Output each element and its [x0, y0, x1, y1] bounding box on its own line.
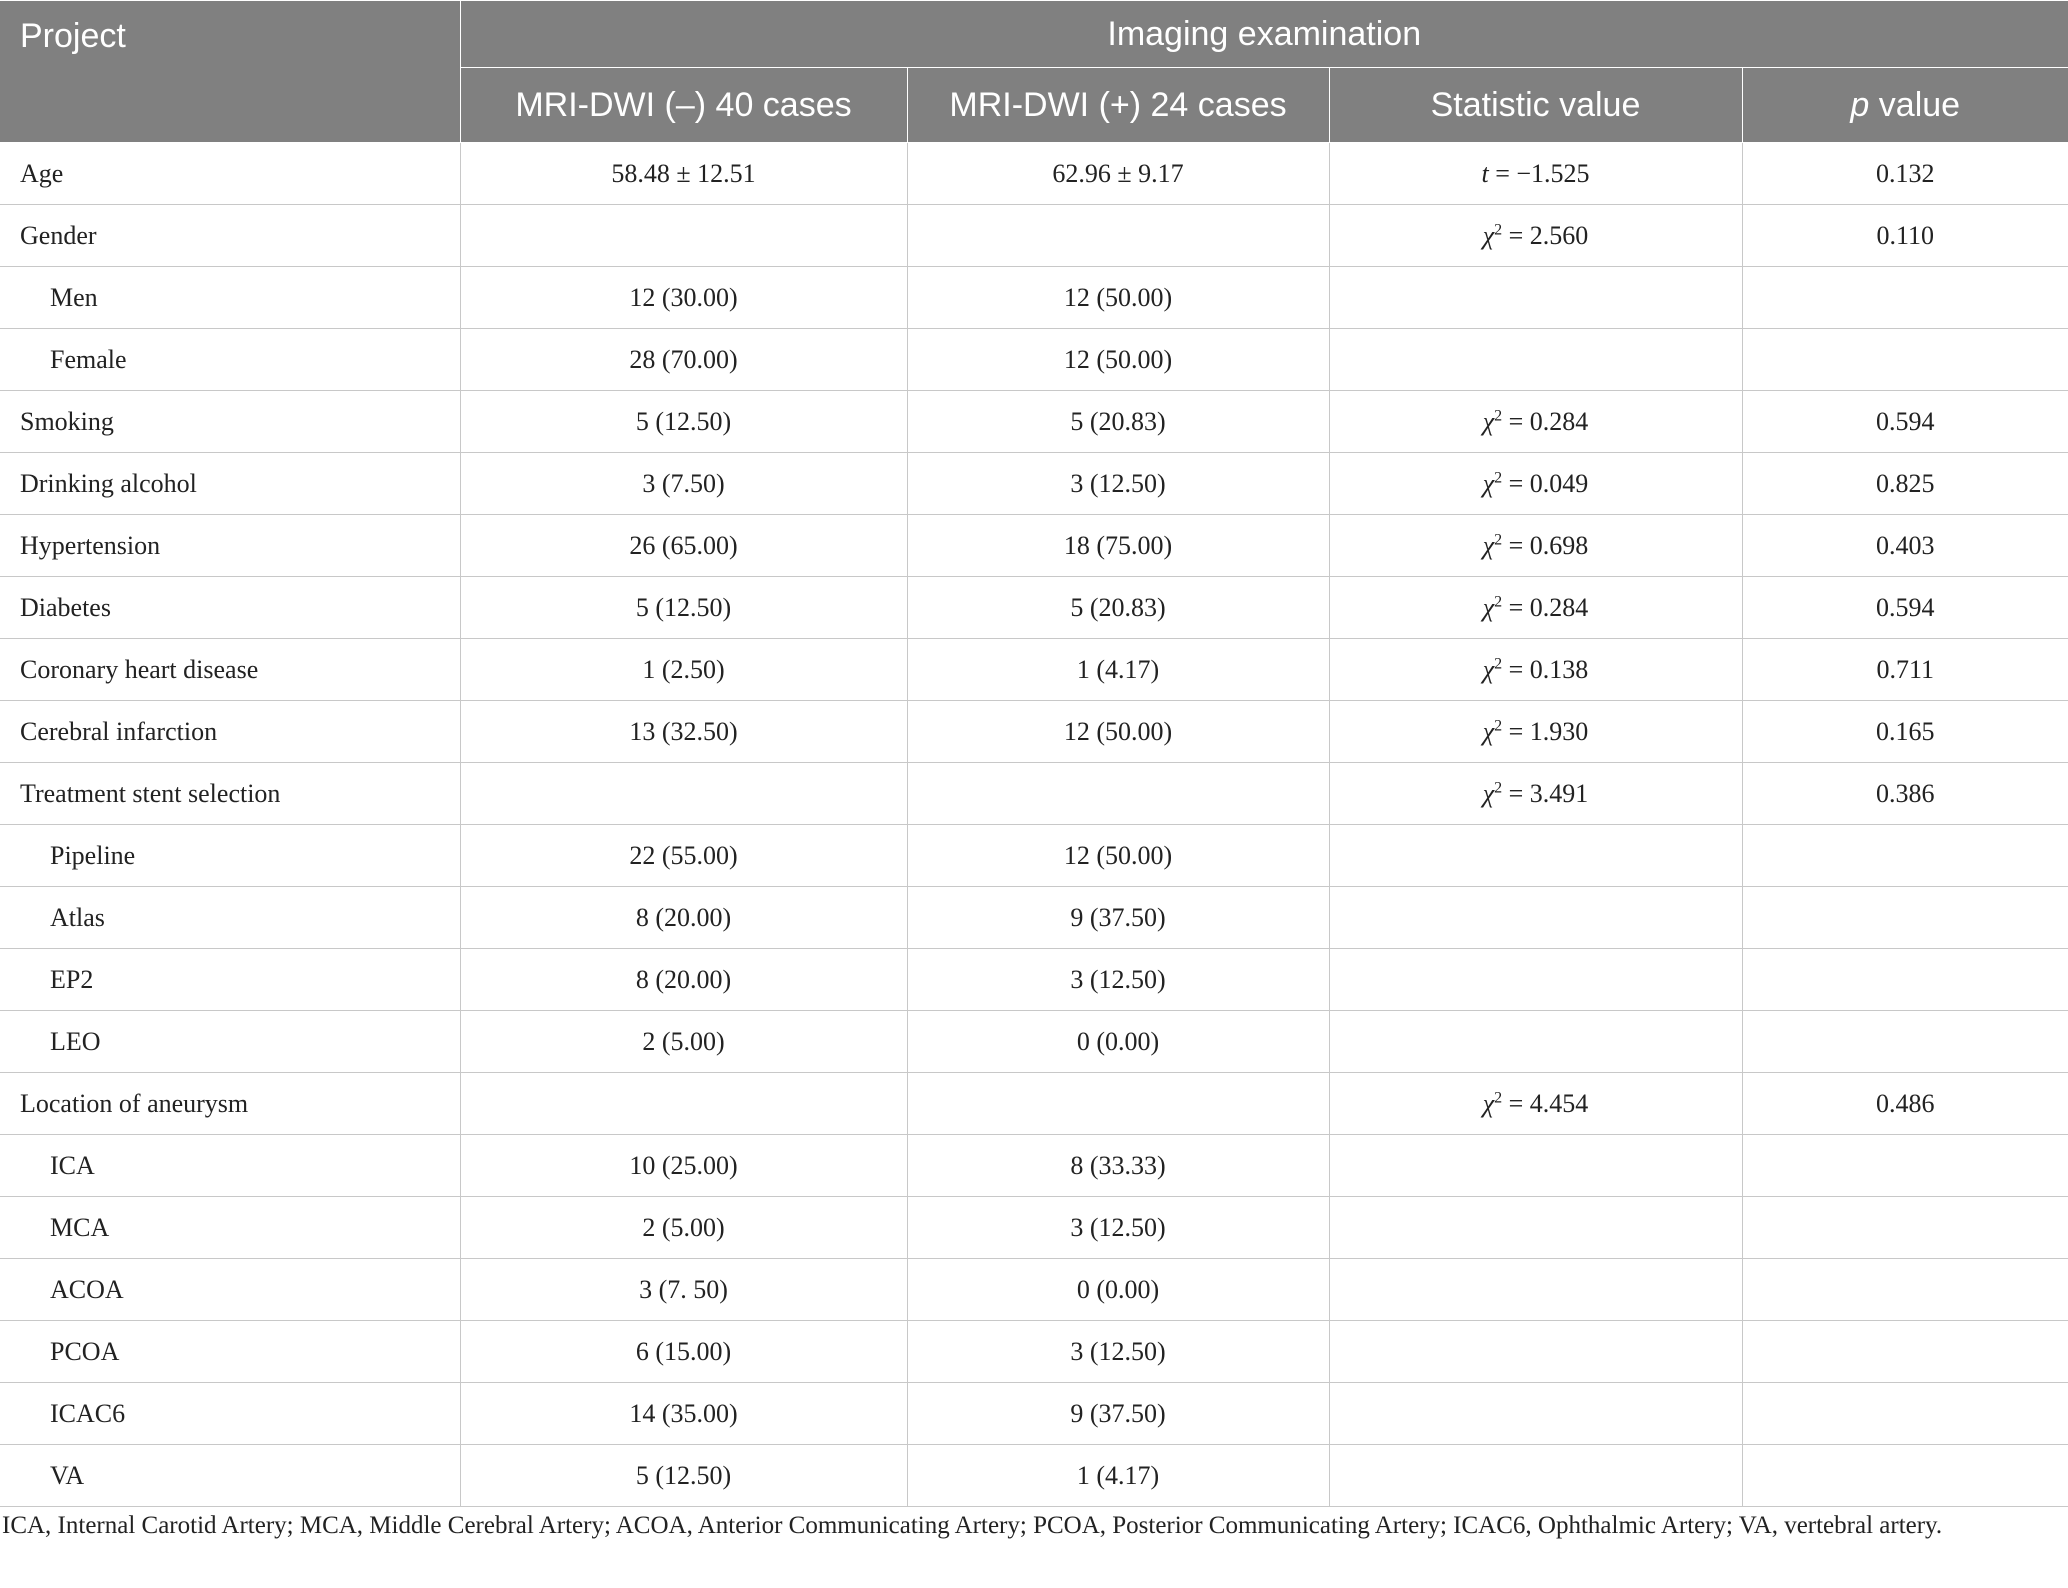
stat-symbol: χ	[1482, 654, 1495, 684]
table-row	[0, 763, 2068, 825]
row-label: Hypertension	[0, 515, 460, 577]
cell-mri-dwi-positive: 62.96 ± 9.17	[907, 143, 1329, 205]
stat-value: = 3.491	[1502, 778, 1589, 808]
row-label: MCA	[0, 1197, 460, 1259]
cell-mri-dwi-positive: 5 (20.83)	[907, 577, 1329, 639]
cell-statistic-value	[1329, 577, 1742, 639]
cell-statistic-value	[1329, 763, 1742, 825]
cell-statistic-value	[1329, 825, 1742, 887]
table-row	[0, 1135, 2068, 1197]
cell-p-value	[1742, 1197, 2068, 1259]
header-statistic-value: Statistic value	[1329, 68, 1742, 143]
cell-statistic-value	[1329, 205, 1742, 267]
cell-statistic-value	[1329, 1073, 1742, 1135]
cell-mri-dwi-negative	[460, 763, 907, 825]
stat-value: = 4.454	[1502, 1088, 1589, 1118]
header-p-rest: value	[1869, 85, 1961, 124]
header-p-italic: p	[1850, 85, 1870, 124]
table-row	[0, 391, 2068, 453]
row-label: ICAC6	[0, 1383, 460, 1445]
stat-value: = −1.525	[1488, 158, 1590, 188]
stat-value: = 0.138	[1502, 654, 1589, 684]
cell-mri-dwi-negative: 14 (35.00)	[460, 1383, 907, 1445]
cell-p-value: 0.825	[1742, 453, 2068, 515]
cell-mri-dwi-negative: 3 (7.50)	[460, 453, 907, 515]
row-label: Age	[0, 143, 460, 205]
table-row	[0, 577, 2068, 639]
cell-mri-dwi-negative	[460, 205, 907, 267]
cell-mri-dwi-negative: 3 (7. 50)	[460, 1259, 907, 1321]
header-mri-dwi-positive: MRI-DWI (+) 24 cases	[907, 68, 1329, 143]
table-row	[0, 1445, 2068, 1507]
row-label: Diabetes	[0, 577, 460, 639]
cell-mri-dwi-positive: 9 (37.50)	[907, 1383, 1329, 1445]
cell-mri-dwi-positive: 3 (12.50)	[907, 1321, 1329, 1383]
cell-mri-dwi-negative: 1 (2.50)	[460, 639, 907, 701]
cell-statistic-value	[1329, 1135, 1742, 1197]
cell-mri-dwi-positive	[907, 205, 1329, 267]
cell-p-value	[1742, 949, 2068, 1011]
row-label: LEO	[0, 1011, 460, 1073]
table-row	[0, 825, 2068, 887]
cell-p-value	[1742, 887, 2068, 949]
cell-p-value: 0.165	[1742, 701, 2068, 763]
cell-p-value: 0.110	[1742, 205, 2068, 267]
cell-mri-dwi-negative: 28 (70.00)	[460, 329, 907, 391]
cell-mri-dwi-positive	[907, 763, 1329, 825]
row-label: Female	[0, 329, 460, 391]
cell-mri-dwi-positive: 3 (12.50)	[907, 949, 1329, 1011]
cell-mri-dwi-positive: 18 (75.00)	[907, 515, 1329, 577]
stat-superscript: 2	[1494, 1088, 1503, 1106]
cell-mri-dwi-negative: 13 (32.50)	[460, 701, 907, 763]
cell-mri-dwi-positive: 0 (0.00)	[907, 1011, 1329, 1073]
cell-statistic-value	[1329, 391, 1742, 453]
cell-mri-dwi-negative: 2 (5.00)	[460, 1011, 907, 1073]
cell-p-value	[1742, 1135, 2068, 1197]
cell-p-value	[1742, 267, 2068, 329]
cell-p-value: 0.711	[1742, 639, 2068, 701]
row-label: EP2	[0, 949, 460, 1011]
cell-p-value	[1742, 1259, 2068, 1321]
cell-statistic-value	[1329, 1011, 1742, 1073]
cell-statistic-value	[1329, 1197, 1742, 1259]
cell-mri-dwi-positive: 1 (4.17)	[907, 639, 1329, 701]
cell-mri-dwi-negative: 6 (15.00)	[460, 1321, 907, 1383]
stat-superscript: 2	[1494, 468, 1503, 486]
row-label: Atlas	[0, 887, 460, 949]
cell-p-value: 0.132	[1742, 143, 2068, 205]
stat-superscript: 2	[1494, 778, 1503, 796]
stat-symbol: χ	[1482, 592, 1495, 622]
cell-mri-dwi-positive: 1 (4.17)	[907, 1445, 1329, 1507]
cell-mri-dwi-negative: 5 (12.50)	[460, 1445, 907, 1507]
row-label: Drinking alcohol	[0, 453, 460, 515]
cell-statistic-value	[1329, 515, 1742, 577]
stat-symbol: t	[1481, 158, 1489, 188]
stat-superscript: 2	[1494, 592, 1503, 610]
cell-statistic-value	[1329, 267, 1742, 329]
table-header	[0, 1, 2068, 143]
cell-mri-dwi-negative: 8 (20.00)	[460, 887, 907, 949]
cell-mri-dwi-negative	[460, 1073, 907, 1135]
cell-p-value	[1742, 1445, 2068, 1507]
stat-symbol: χ	[1482, 468, 1495, 498]
cell-mri-dwi-positive: 12 (50.00)	[907, 701, 1329, 763]
cell-statistic-value	[1329, 329, 1742, 391]
cell-p-value	[1742, 825, 2068, 887]
stat-value: = 0.284	[1502, 592, 1589, 622]
cell-mri-dwi-negative: 22 (55.00)	[460, 825, 907, 887]
header-p-value	[1742, 68, 2068, 143]
stat-symbol: χ	[1482, 1088, 1495, 1118]
stat-symbol: χ	[1482, 220, 1495, 250]
table-row	[0, 515, 2068, 577]
cell-p-value: 0.386	[1742, 763, 2068, 825]
cell-statistic-value	[1329, 949, 1742, 1011]
cell-mri-dwi-positive: 12 (50.00)	[907, 267, 1329, 329]
cell-mri-dwi-negative: 10 (25.00)	[460, 1135, 907, 1197]
table-body	[0, 143, 2068, 1507]
stat-symbol: χ	[1482, 406, 1495, 436]
cell-mri-dwi-positive: 12 (50.00)	[907, 825, 1329, 887]
cell-mri-dwi-negative: 12 (30.00)	[460, 267, 907, 329]
stat-value: = 1.930	[1502, 716, 1589, 746]
row-label: Cerebral infarction	[0, 701, 460, 763]
cell-p-value: 0.403	[1742, 515, 2068, 577]
cell-statistic-value	[1329, 887, 1742, 949]
cell-mri-dwi-positive: 5 (20.83)	[907, 391, 1329, 453]
table-row	[0, 639, 2068, 701]
stat-value: = 0.284	[1502, 406, 1589, 436]
table-row	[0, 453, 2068, 515]
table-row	[0, 143, 2068, 205]
table-row	[0, 205, 2068, 267]
cell-statistic-value	[1329, 143, 1742, 205]
stat-superscript: 2	[1494, 716, 1503, 734]
row-label: ICA	[0, 1135, 460, 1197]
cell-mri-dwi-positive: 0 (0.00)	[907, 1259, 1329, 1321]
stat-superscript: 2	[1494, 530, 1503, 548]
cell-mri-dwi-positive: 12 (50.00)	[907, 329, 1329, 391]
row-label: Location of aneurysm	[0, 1073, 460, 1135]
row-label: Coronary heart disease	[0, 639, 460, 701]
cell-statistic-value	[1329, 1259, 1742, 1321]
cell-mri-dwi-negative: 26 (65.00)	[460, 515, 907, 577]
cell-mri-dwi-negative: 2 (5.00)	[460, 1197, 907, 1259]
stat-superscript: 2	[1494, 406, 1503, 424]
cell-mri-dwi-positive	[907, 1073, 1329, 1135]
table-row	[0, 1011, 2068, 1073]
table-row	[0, 329, 2068, 391]
header-mri-dwi-negative: MRI-DWI (–) 40 cases	[460, 68, 907, 143]
row-label: Men	[0, 267, 460, 329]
cell-mri-dwi-positive: 3 (12.50)	[907, 453, 1329, 515]
table-row	[0, 1197, 2068, 1259]
cell-mri-dwi-positive: 9 (37.50)	[907, 887, 1329, 949]
cell-p-value: 0.594	[1742, 391, 2068, 453]
stat-value: = 0.049	[1502, 468, 1589, 498]
table-row	[0, 701, 2068, 763]
cell-mri-dwi-negative: 8 (20.00)	[460, 949, 907, 1011]
row-label: VA	[0, 1445, 460, 1507]
cell-mri-dwi-positive: 3 (12.50)	[907, 1197, 1329, 1259]
cell-p-value: 0.486	[1742, 1073, 2068, 1135]
cell-p-value	[1742, 329, 2068, 391]
table-row	[0, 949, 2068, 1011]
stat-superscript: 2	[1494, 654, 1503, 672]
row-label: Treatment stent selection	[0, 763, 460, 825]
cell-mri-dwi-negative: 5 (12.50)	[460, 577, 907, 639]
table-footnote: ICA, Internal Carotid Artery; MCA, Middle Cerebral Artery; ACOA, Anterior Communicating Artery; PCOA, Posterior Communicating Artery; ICAC6, Ophthalmic Artery; VA, vertebral artery.	[2, 1512, 1943, 1539]
table-row	[0, 1321, 2068, 1383]
cell-statistic-value	[1329, 1321, 1742, 1383]
stat-superscript: 2	[1494, 220, 1503, 238]
header-project: Project	[0, 1, 460, 143]
row-label: Pipeline	[0, 825, 460, 887]
header-imaging-examination: Imaging examination	[460, 1, 2068, 68]
row-label: PCOA	[0, 1321, 460, 1383]
table-row	[0, 267, 2068, 329]
row-label: ACOA	[0, 1259, 460, 1321]
table-row	[0, 1073, 2068, 1135]
cell-statistic-value	[1329, 1383, 1742, 1445]
row-label: Gender	[0, 205, 460, 267]
table-row	[0, 1383, 2068, 1445]
table-row	[0, 1259, 2068, 1321]
cell-p-value: 0.594	[1742, 577, 2068, 639]
table-row	[0, 887, 2068, 949]
stat-symbol: χ	[1482, 530, 1495, 560]
cell-mri-dwi-positive: 8 (33.33)	[907, 1135, 1329, 1197]
stat-symbol: χ	[1482, 778, 1495, 808]
cell-mri-dwi-negative: 58.48 ± 12.51	[460, 143, 907, 205]
cell-mri-dwi-negative: 5 (12.50)	[460, 391, 907, 453]
cell-statistic-value	[1329, 1445, 1742, 1507]
cell-statistic-value	[1329, 639, 1742, 701]
row-label: Smoking	[0, 391, 460, 453]
stat-value: = 2.560	[1502, 220, 1589, 250]
cell-statistic-value	[1329, 701, 1742, 763]
cell-statistic-value	[1329, 453, 1742, 515]
cell-p-value	[1742, 1321, 2068, 1383]
cell-p-value	[1742, 1383, 2068, 1445]
cell-p-value	[1742, 1011, 2068, 1073]
stat-symbol: χ	[1482, 716, 1495, 746]
stat-value: = 0.698	[1502, 530, 1589, 560]
